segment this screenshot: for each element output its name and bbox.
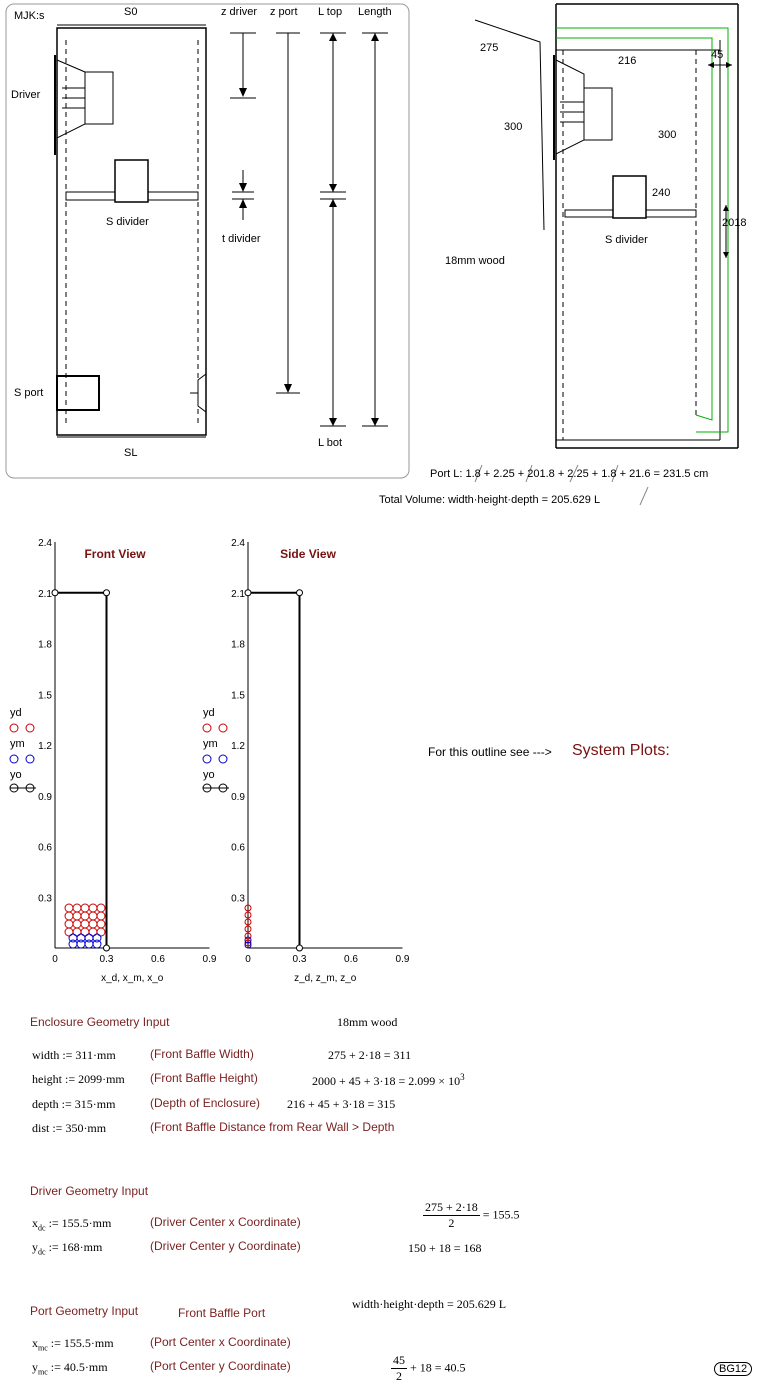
label-wood: 18mm wood	[445, 255, 505, 267]
front-title: Front View	[84, 547, 146, 561]
mjk-schematic-drawing	[0, 0, 420, 485]
depth-input[interactable]: depth := 315·mm	[32, 1097, 116, 1111]
front-driver-point	[65, 904, 73, 912]
width-input[interactable]: width := 311·mm	[32, 1048, 116, 1062]
front-legend-yd-marker	[26, 724, 34, 732]
system-plots-link[interactable]: System Plots:	[572, 742, 670, 759]
side-corner-point	[297, 945, 303, 951]
side-outline	[248, 593, 300, 948]
label-mjk: MJK:s	[14, 10, 45, 22]
front-legend-yd-marker	[10, 724, 18, 732]
side-y-tick: 0.9	[231, 791, 245, 803]
front-driver-point	[73, 904, 81, 912]
front-driver-point	[81, 920, 89, 928]
side-corner-point	[297, 590, 303, 596]
label-z-driver: z driver	[221, 6, 258, 18]
dim-216: 216	[618, 55, 637, 67]
side-x-tick: 0.9	[395, 954, 410, 965]
front-y-tick: 0.3	[38, 893, 52, 905]
front-driver-point	[73, 928, 81, 936]
front-y-tick: 0.6	[38, 842, 52, 854]
driver-heading: Driver Geometry Input	[30, 1184, 149, 1198]
front-y-tick: 2.1	[38, 588, 52, 600]
side-x-tick: 0.3	[292, 954, 307, 965]
label-length: Length	[358, 6, 392, 18]
front-driver-point	[89, 904, 97, 912]
ymc-calc: $\frac{45}{2}$ + 18 = 40.5	[393, 1353, 466, 1383]
ydc-calc: 150 + 18 = 168	[408, 1241, 482, 1255]
depth-desc: (Depth of Enclosure)	[150, 1096, 261, 1110]
front-x-label: x_d, x_m, x_o	[101, 973, 164, 984]
total-volume-calc: Total Volume: width·height·depth = 205.629 L	[379, 494, 601, 506]
xmc-desc: (Port Center x Coordinate)	[150, 1335, 291, 1349]
side-legend-ym: ym	[203, 738, 218, 750]
front-driver-point	[97, 904, 105, 912]
front-driver-point	[89, 928, 97, 936]
label-s-divider-right: S divider	[605, 234, 648, 246]
side-legend-yd-marker	[219, 724, 227, 732]
side-corner-point	[245, 590, 251, 596]
label-s-divider: S divider	[106, 216, 149, 228]
side-x-tick: 0	[245, 954, 251, 965]
ymc-desc: (Port Center y Coordinate)	[150, 1359, 291, 1373]
enclosure-heading: Enclosure Geometry Input	[30, 1015, 170, 1029]
ydc-input[interactable]: $y_{dc}$ := 168·mm	[32, 1240, 103, 1257]
front-corner-point	[52, 590, 58, 596]
port-volume: width·height·depth = 205.629 L	[352, 1297, 507, 1311]
enclosure-wood: 18mm wood	[337, 1015, 398, 1029]
side-y-tick: 2.1	[231, 588, 245, 600]
side-y-tick: 0.3	[231, 893, 245, 905]
label-s-port: S port	[14, 387, 44, 399]
label-z-port: z port	[270, 6, 298, 18]
width-desc: (Front Baffle Width)	[150, 1047, 254, 1061]
side-x-label: z_d, z_m, z_o	[294, 973, 357, 984]
side-legend-yd-marker	[203, 724, 211, 732]
front-corner-point	[104, 590, 110, 596]
label-l-bot: L bot	[318, 437, 343, 449]
side-legend-yo: yo	[203, 769, 215, 781]
front-driver-point	[81, 912, 89, 920]
dist-desc: (Front Baffle Distance from Rear Wall > Depth	[150, 1120, 395, 1134]
height-calc-exp: 3	[460, 1072, 465, 1082]
front-driver-point	[65, 920, 73, 928]
front-x-tick: 0.9	[202, 954, 217, 965]
side-title: Side View	[280, 547, 336, 561]
front-driver-point	[65, 912, 73, 920]
front-driver-point	[73, 920, 81, 928]
side-legend-ym-marker	[203, 755, 211, 763]
front-legend-ym-marker	[26, 755, 34, 763]
front-driver-point	[65, 928, 73, 936]
front-x-tick: 0.6	[151, 954, 165, 965]
front-y-tick: 1.8	[38, 639, 52, 651]
side-y-tick: 0.6	[231, 842, 245, 854]
front-y-tick: 0.9	[38, 791, 52, 803]
side-y-tick: 1.8	[231, 639, 245, 651]
front-legend-yo: yo	[10, 769, 22, 781]
front-outline	[55, 593, 107, 948]
front-port-point	[93, 940, 101, 948]
front-port-point	[85, 940, 93, 948]
dim-300-left: 300	[504, 121, 523, 133]
front-driver-point	[89, 920, 97, 928]
label-sl: SL	[124, 447, 138, 459]
dim-300-right: 300	[658, 129, 677, 141]
front-driver-point	[97, 928, 105, 936]
height-input[interactable]: height := 2099·mm	[32, 1072, 125, 1086]
front-legend-ym: ym	[10, 738, 25, 750]
ymc-input[interactable]: $y_{mc}$ := 40.5·mm	[32, 1360, 108, 1377]
front-y-tick: 2.4	[38, 538, 52, 549]
dim-240: 240	[652, 187, 671, 199]
side-x-tick: 0.6	[344, 954, 358, 965]
side-y-tick: 2.4	[231, 538, 245, 549]
height-calc: $2000 + 45 + 3\cdot 18 = 2.099 \times 10^3$	[312, 1072, 465, 1088]
ymc-fraction: $\frac{45}{2}$	[393, 1353, 405, 1383]
xdc-fraction: $\frac{275 + 2\cdot 18}{2}$	[425, 1200, 478, 1230]
side-y-tick: 1.2	[231, 741, 245, 752]
xdc-input[interactable]: $x_{dc}$ := 155.5·mm	[32, 1216, 112, 1233]
front-driver-point	[81, 904, 89, 912]
front-port-point	[77, 940, 85, 948]
geometry-plots	[0, 530, 420, 1000]
height-desc: (Front Baffle Height)	[150, 1071, 258, 1085]
dist-input[interactable]: dist := 350·mm	[32, 1121, 107, 1135]
width-calc: 275 + 2·18 = 311	[328, 1048, 412, 1062]
front-y-tick: 1.2	[38, 741, 52, 752]
system-plots-prefix: For this outline see --->	[428, 745, 552, 759]
front-x-tick: 0	[52, 954, 58, 965]
front-port-point	[69, 940, 77, 948]
side-legend-ym-marker	[219, 755, 227, 763]
enclosure-drawing	[420, 0, 784, 515]
front-driver-point	[81, 928, 89, 936]
mjk-schematic	[0, 0, 420, 485]
side-y-tick: 1.5	[231, 690, 245, 702]
dim-45: 45	[711, 49, 724, 61]
xdc-desc: (Driver Center x Coordinate)	[150, 1215, 301, 1229]
port-subheading: Front Baffle Port	[178, 1306, 266, 1320]
front-y-tick: 1.5	[38, 690, 52, 702]
front-legend-ym-marker	[10, 755, 18, 763]
front-legend-yd: yd	[10, 707, 22, 719]
xmc-input[interactable]: $x_{mc}$ := 155.5·mm	[32, 1336, 114, 1353]
bg12-badge: BG12	[714, 1362, 752, 1376]
port-length-calc: Port L: 1.8 + 2.25 + 201.8 + 2.25 + 1.8 + 21.6 = 231.5 cm	[430, 468, 709, 480]
port-heading: Port Geometry Input	[30, 1304, 139, 1318]
front-x-tick: 0.3	[99, 954, 114, 965]
side-legend-yd: yd	[203, 707, 215, 719]
xdc-calc: $\frac{275 + 2\cdot 18}{2}$ = 155.5	[425, 1200, 520, 1230]
depth-calc: 216 + 45 + 3·18 = 315	[287, 1097, 396, 1111]
front-driver-point	[97, 912, 105, 920]
ydc-desc: (Driver Center y Coordinate)	[150, 1239, 301, 1253]
front-corner-point	[104, 945, 110, 951]
front-driver-point	[89, 912, 97, 920]
dim-275: 275	[480, 42, 499, 54]
dim-2018: 2018	[722, 217, 747, 229]
front-driver-point	[73, 912, 81, 920]
label-s0: S0	[124, 6, 138, 18]
front-driver-point	[97, 920, 105, 928]
label-driver: Driver	[11, 89, 41, 101]
label-t-divider: t divider	[222, 233, 261, 245]
label-l-top: L top	[318, 6, 343, 18]
